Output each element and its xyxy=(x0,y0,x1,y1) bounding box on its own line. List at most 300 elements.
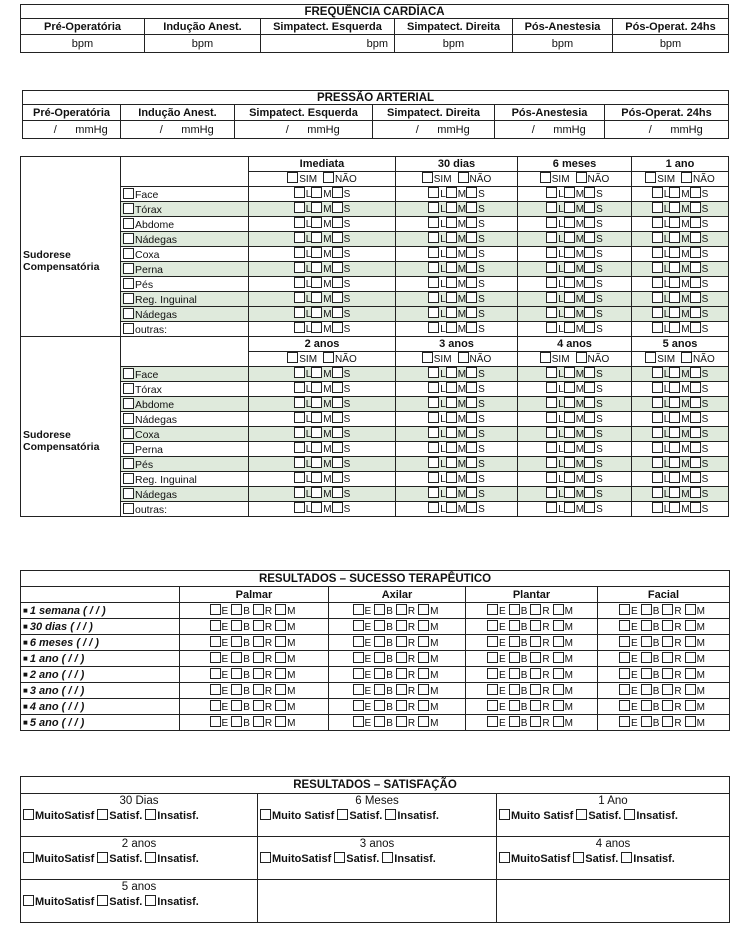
grade-checkbox[interactable] xyxy=(396,684,407,695)
satisfaction-checkbox[interactable] xyxy=(382,852,393,863)
yes-checkbox[interactable] xyxy=(540,352,551,363)
region-checkbox[interactable] xyxy=(123,443,134,454)
grade-checkbox[interactable] xyxy=(685,636,696,647)
severity-checkbox[interactable] xyxy=(428,472,439,483)
grade-checkbox[interactable] xyxy=(662,636,673,647)
region-checkbox[interactable] xyxy=(123,368,134,379)
grade-checkbox[interactable] xyxy=(418,716,429,727)
severity-checkbox[interactable] xyxy=(564,307,575,318)
grade-checkbox[interactable] xyxy=(231,620,242,631)
severity-checkbox[interactable] xyxy=(466,202,477,213)
severity-checkbox[interactable] xyxy=(546,307,557,318)
severity-checkbox[interactable] xyxy=(652,232,663,243)
no-checkbox[interactable] xyxy=(323,172,334,183)
severity-checkbox[interactable] xyxy=(294,382,305,393)
severity-checkbox[interactable] xyxy=(446,292,457,303)
grade-checkbox[interactable] xyxy=(418,604,429,615)
grade-checkbox[interactable] xyxy=(619,700,630,711)
grade-checkbox[interactable] xyxy=(662,700,673,711)
severity-checkbox[interactable] xyxy=(466,442,477,453)
grade-checkbox[interactable] xyxy=(487,620,498,631)
severity-checkbox[interactable] xyxy=(446,382,457,393)
severity-checkbox[interactable] xyxy=(690,367,701,378)
severity-checkbox[interactable] xyxy=(652,502,663,513)
region-checkbox[interactable] xyxy=(123,263,134,274)
mmhg-field[interactable] xyxy=(23,121,121,139)
severity-checkbox[interactable] xyxy=(584,457,595,468)
severity-checkbox[interactable] xyxy=(446,472,457,483)
severity-checkbox[interactable] xyxy=(311,307,322,318)
severity-checkbox[interactable] xyxy=(294,277,305,288)
severity-checkbox[interactable] xyxy=(332,502,343,513)
grade-checkbox[interactable] xyxy=(553,652,564,663)
severity-checkbox[interactable] xyxy=(294,292,305,303)
region-checkbox[interactable] xyxy=(123,428,134,439)
severity-checkbox[interactable] xyxy=(311,292,322,303)
severity-checkbox[interactable] xyxy=(332,397,343,408)
severity-checkbox[interactable] xyxy=(669,247,680,258)
grade-checkbox[interactable] xyxy=(509,700,520,711)
severity-checkbox[interactable] xyxy=(294,502,305,513)
severity-checkbox[interactable] xyxy=(652,382,663,393)
severity-checkbox[interactable] xyxy=(690,202,701,213)
satisfaction-checkbox[interactable] xyxy=(385,809,396,820)
region-checkbox[interactable] xyxy=(123,503,134,514)
severity-checkbox[interactable] xyxy=(584,442,595,453)
severity-checkbox[interactable] xyxy=(332,427,343,438)
no-checkbox[interactable] xyxy=(681,172,692,183)
severity-checkbox[interactable] xyxy=(546,457,557,468)
severity-checkbox[interactable] xyxy=(669,457,680,468)
grade-checkbox[interactable] xyxy=(253,700,264,711)
grade-checkbox[interactable] xyxy=(509,668,520,679)
severity-checkbox[interactable] xyxy=(564,217,575,228)
severity-checkbox[interactable] xyxy=(332,457,343,468)
severity-checkbox[interactable] xyxy=(546,442,557,453)
grade-checkbox[interactable] xyxy=(231,700,242,711)
grade-checkbox[interactable] xyxy=(253,668,264,679)
severity-checkbox[interactable] xyxy=(546,232,557,243)
satisfaction-checkbox[interactable] xyxy=(23,895,34,906)
severity-checkbox[interactable] xyxy=(564,232,575,243)
severity-checkbox[interactable] xyxy=(652,262,663,273)
severity-checkbox[interactable] xyxy=(294,472,305,483)
grade-checkbox[interactable] xyxy=(530,636,541,647)
severity-checkbox[interactable] xyxy=(428,367,439,378)
mmhg-field[interactable] xyxy=(121,121,235,139)
no-checkbox[interactable] xyxy=(323,352,334,363)
severity-checkbox[interactable] xyxy=(584,307,595,318)
severity-checkbox[interactable] xyxy=(546,262,557,273)
region-checkbox[interactable] xyxy=(123,323,134,334)
severity-checkbox[interactable] xyxy=(466,367,477,378)
grade-checkbox[interactable] xyxy=(530,604,541,615)
severity-checkbox[interactable] xyxy=(564,427,575,438)
severity-checkbox[interactable] xyxy=(652,307,663,318)
severity-checkbox[interactable] xyxy=(669,472,680,483)
satisfaction-checkbox[interactable] xyxy=(97,895,108,906)
severity-checkbox[interactable] xyxy=(466,322,477,333)
grade-checkbox[interactable] xyxy=(619,604,630,615)
severity-checkbox[interactable] xyxy=(564,442,575,453)
no-checkbox[interactable] xyxy=(576,352,587,363)
region-checkbox[interactable] xyxy=(123,458,134,469)
severity-checkbox[interactable] xyxy=(652,217,663,228)
severity-checkbox[interactable] xyxy=(690,217,701,228)
severity-checkbox[interactable] xyxy=(652,472,663,483)
severity-checkbox[interactable] xyxy=(466,472,477,483)
severity-checkbox[interactable] xyxy=(546,412,557,423)
severity-checkbox[interactable] xyxy=(446,457,457,468)
severity-checkbox[interactable] xyxy=(690,292,701,303)
grade-checkbox[interactable] xyxy=(509,604,520,615)
severity-checkbox[interactable] xyxy=(669,412,680,423)
grade-checkbox[interactable] xyxy=(662,668,673,679)
severity-checkbox[interactable] xyxy=(669,367,680,378)
severity-checkbox[interactable] xyxy=(332,307,343,318)
bpm-field[interactable] xyxy=(145,35,261,53)
severity-checkbox[interactable] xyxy=(669,217,680,228)
severity-checkbox[interactable] xyxy=(669,427,680,438)
severity-checkbox[interactable] xyxy=(446,277,457,288)
grade-checkbox[interactable] xyxy=(353,636,364,647)
severity-checkbox[interactable] xyxy=(669,262,680,273)
grade-checkbox[interactable] xyxy=(210,652,221,663)
severity-checkbox[interactable] xyxy=(584,382,595,393)
severity-checkbox[interactable] xyxy=(652,187,663,198)
severity-checkbox[interactable] xyxy=(584,322,595,333)
satisfaction-checkbox[interactable] xyxy=(621,852,632,863)
severity-checkbox[interactable] xyxy=(311,262,322,273)
grade-checkbox[interactable] xyxy=(530,652,541,663)
grade-checkbox[interactable] xyxy=(253,636,264,647)
grade-checkbox[interactable] xyxy=(374,684,385,695)
severity-checkbox[interactable] xyxy=(546,487,557,498)
grade-checkbox[interactable] xyxy=(619,716,630,727)
grade-checkbox[interactable] xyxy=(275,604,286,615)
severity-checkbox[interactable] xyxy=(690,187,701,198)
region-checkbox[interactable] xyxy=(123,188,134,199)
severity-checkbox[interactable] xyxy=(669,232,680,243)
severity-checkbox[interactable] xyxy=(428,412,439,423)
severity-checkbox[interactable] xyxy=(546,187,557,198)
severity-checkbox[interactable] xyxy=(332,487,343,498)
severity-checkbox[interactable] xyxy=(294,217,305,228)
severity-checkbox[interactable] xyxy=(564,187,575,198)
grade-checkbox[interactable] xyxy=(509,620,520,631)
yes-checkbox[interactable] xyxy=(287,172,298,183)
severity-checkbox[interactable] xyxy=(294,487,305,498)
severity-checkbox[interactable] xyxy=(564,397,575,408)
yes-checkbox[interactable] xyxy=(645,352,656,363)
satisfaction-checkbox[interactable] xyxy=(145,895,156,906)
satisfaction-checkbox[interactable] xyxy=(23,809,34,820)
severity-checkbox[interactable] xyxy=(584,397,595,408)
severity-checkbox[interactable] xyxy=(311,367,322,378)
grade-checkbox[interactable] xyxy=(418,652,429,663)
grade-checkbox[interactable] xyxy=(487,668,498,679)
grade-checkbox[interactable] xyxy=(509,684,520,695)
grade-checkbox[interactable] xyxy=(231,636,242,647)
grade-checkbox[interactable] xyxy=(619,668,630,679)
grade-checkbox[interactable] xyxy=(275,716,286,727)
severity-checkbox[interactable] xyxy=(428,292,439,303)
severity-checkbox[interactable] xyxy=(466,412,477,423)
severity-checkbox[interactable] xyxy=(652,247,663,258)
severity-checkbox[interactable] xyxy=(428,277,439,288)
severity-checkbox[interactable] xyxy=(584,292,595,303)
severity-checkbox[interactable] xyxy=(466,307,477,318)
severity-checkbox[interactable] xyxy=(446,232,457,243)
satisfaction-checkbox[interactable] xyxy=(260,809,271,820)
severity-checkbox[interactable] xyxy=(311,442,322,453)
grade-checkbox[interactable] xyxy=(231,684,242,695)
severity-checkbox[interactable] xyxy=(584,412,595,423)
severity-checkbox[interactable] xyxy=(446,187,457,198)
grade-checkbox[interactable] xyxy=(374,604,385,615)
severity-checkbox[interactable] xyxy=(652,427,663,438)
grade-checkbox[interactable] xyxy=(641,684,652,695)
severity-checkbox[interactable] xyxy=(446,247,457,258)
severity-checkbox[interactable] xyxy=(669,292,680,303)
severity-checkbox[interactable] xyxy=(332,292,343,303)
severity-checkbox[interactable] xyxy=(669,382,680,393)
grade-checkbox[interactable] xyxy=(641,700,652,711)
severity-checkbox[interactable] xyxy=(669,187,680,198)
severity-checkbox[interactable] xyxy=(690,322,701,333)
grade-checkbox[interactable] xyxy=(553,636,564,647)
severity-checkbox[interactable] xyxy=(584,187,595,198)
grade-checkbox[interactable] xyxy=(374,668,385,679)
grade-checkbox[interactable] xyxy=(685,668,696,679)
grade-checkbox[interactable] xyxy=(553,700,564,711)
severity-checkbox[interactable] xyxy=(690,427,701,438)
severity-checkbox[interactable] xyxy=(690,457,701,468)
grade-checkbox[interactable] xyxy=(231,668,242,679)
satisfaction-checkbox[interactable] xyxy=(624,809,635,820)
severity-checkbox[interactable] xyxy=(584,277,595,288)
grade-checkbox[interactable] xyxy=(530,684,541,695)
satisfaction-checkbox[interactable] xyxy=(23,852,34,863)
severity-checkbox[interactable] xyxy=(546,277,557,288)
severity-checkbox[interactable] xyxy=(669,277,680,288)
region-checkbox[interactable] xyxy=(123,248,134,259)
severity-checkbox[interactable] xyxy=(446,262,457,273)
severity-checkbox[interactable] xyxy=(584,202,595,213)
satisfaction-checkbox[interactable] xyxy=(145,852,156,863)
grade-checkbox[interactable] xyxy=(619,620,630,631)
grade-checkbox[interactable] xyxy=(210,636,221,647)
severity-checkbox[interactable] xyxy=(294,262,305,273)
severity-checkbox[interactable] xyxy=(466,382,477,393)
severity-checkbox[interactable] xyxy=(564,202,575,213)
severity-checkbox[interactable] xyxy=(564,472,575,483)
severity-checkbox[interactable] xyxy=(446,427,457,438)
mmhg-field[interactable] xyxy=(373,121,495,139)
severity-checkbox[interactable] xyxy=(546,202,557,213)
severity-checkbox[interactable] xyxy=(311,232,322,243)
grade-checkbox[interactable] xyxy=(418,636,429,647)
grade-checkbox[interactable] xyxy=(396,652,407,663)
severity-checkbox[interactable] xyxy=(466,502,477,513)
grade-checkbox[interactable] xyxy=(396,716,407,727)
severity-checkbox[interactable] xyxy=(546,472,557,483)
severity-checkbox[interactable] xyxy=(332,277,343,288)
severity-checkbox[interactable] xyxy=(332,442,343,453)
severity-checkbox[interactable] xyxy=(332,322,343,333)
grade-checkbox[interactable] xyxy=(530,700,541,711)
grade-checkbox[interactable] xyxy=(553,620,564,631)
severity-checkbox[interactable] xyxy=(332,262,343,273)
severity-checkbox[interactable] xyxy=(311,427,322,438)
severity-checkbox[interactable] xyxy=(564,262,575,273)
severity-checkbox[interactable] xyxy=(428,457,439,468)
grade-checkbox[interactable] xyxy=(662,604,673,615)
severity-checkbox[interactable] xyxy=(652,322,663,333)
grade-checkbox[interactable] xyxy=(641,668,652,679)
grade-checkbox[interactable] xyxy=(685,604,696,615)
severity-checkbox[interactable] xyxy=(690,277,701,288)
satisfaction-checkbox[interactable] xyxy=(334,852,345,863)
severity-checkbox[interactable] xyxy=(446,487,457,498)
severity-checkbox[interactable] xyxy=(446,322,457,333)
severity-checkbox[interactable] xyxy=(690,502,701,513)
grade-checkbox[interactable] xyxy=(210,700,221,711)
severity-checkbox[interactable] xyxy=(466,457,477,468)
grade-checkbox[interactable] xyxy=(662,620,673,631)
grade-checkbox[interactable] xyxy=(685,700,696,711)
grade-checkbox[interactable] xyxy=(231,716,242,727)
grade-checkbox[interactable] xyxy=(641,652,652,663)
severity-checkbox[interactable] xyxy=(564,412,575,423)
severity-checkbox[interactable] xyxy=(690,442,701,453)
grade-checkbox[interactable] xyxy=(231,652,242,663)
region-checkbox[interactable] xyxy=(123,308,134,319)
mmhg-field[interactable] xyxy=(235,121,373,139)
severity-checkbox[interactable] xyxy=(546,217,557,228)
severity-checkbox[interactable] xyxy=(446,502,457,513)
severity-checkbox[interactable] xyxy=(428,217,439,228)
severity-checkbox[interactable] xyxy=(428,202,439,213)
region-checkbox[interactable] xyxy=(123,293,134,304)
severity-checkbox[interactable] xyxy=(564,382,575,393)
grade-checkbox[interactable] xyxy=(353,700,364,711)
bpm-field[interactable] xyxy=(613,35,729,53)
severity-checkbox[interactable] xyxy=(311,502,322,513)
severity-checkbox[interactable] xyxy=(311,322,322,333)
grade-checkbox[interactable] xyxy=(353,716,364,727)
grade-checkbox[interactable] xyxy=(353,620,364,631)
bpm-field[interactable] xyxy=(395,35,513,53)
severity-checkbox[interactable] xyxy=(546,397,557,408)
satisfaction-checkbox[interactable] xyxy=(97,809,108,820)
severity-checkbox[interactable] xyxy=(332,412,343,423)
grade-checkbox[interactable] xyxy=(253,620,264,631)
grade-checkbox[interactable] xyxy=(210,716,221,727)
severity-checkbox[interactable] xyxy=(546,382,557,393)
severity-checkbox[interactable] xyxy=(311,457,322,468)
bpm-field[interactable] xyxy=(513,35,613,53)
severity-checkbox[interactable] xyxy=(332,367,343,378)
grade-checkbox[interactable] xyxy=(275,668,286,679)
bpm-field[interactable] xyxy=(261,35,395,53)
grade-checkbox[interactable] xyxy=(253,604,264,615)
grade-checkbox[interactable] xyxy=(374,700,385,711)
severity-checkbox[interactable] xyxy=(332,472,343,483)
grade-checkbox[interactable] xyxy=(275,636,286,647)
severity-checkbox[interactable] xyxy=(311,187,322,198)
grade-checkbox[interactable] xyxy=(210,684,221,695)
no-checkbox[interactable] xyxy=(458,172,469,183)
grade-checkbox[interactable] xyxy=(374,620,385,631)
grade-checkbox[interactable] xyxy=(275,652,286,663)
severity-checkbox[interactable] xyxy=(584,487,595,498)
severity-checkbox[interactable] xyxy=(466,427,477,438)
region-checkbox[interactable] xyxy=(123,203,134,214)
grade-checkbox[interactable] xyxy=(396,620,407,631)
satisfaction-checkbox[interactable] xyxy=(97,852,108,863)
grade-checkbox[interactable] xyxy=(210,668,221,679)
severity-checkbox[interactable] xyxy=(446,412,457,423)
severity-checkbox[interactable] xyxy=(546,247,557,258)
grade-checkbox[interactable] xyxy=(487,684,498,695)
severity-checkbox[interactable] xyxy=(428,262,439,273)
severity-checkbox[interactable] xyxy=(690,397,701,408)
severity-checkbox[interactable] xyxy=(294,367,305,378)
severity-checkbox[interactable] xyxy=(332,247,343,258)
grade-checkbox[interactable] xyxy=(685,684,696,695)
yes-checkbox[interactable] xyxy=(287,352,298,363)
grade-checkbox[interactable] xyxy=(553,668,564,679)
severity-checkbox[interactable] xyxy=(669,397,680,408)
severity-checkbox[interactable] xyxy=(564,367,575,378)
grade-checkbox[interactable] xyxy=(530,620,541,631)
yes-checkbox[interactable] xyxy=(422,172,433,183)
severity-checkbox[interactable] xyxy=(669,307,680,318)
severity-checkbox[interactable] xyxy=(564,247,575,258)
severity-checkbox[interactable] xyxy=(690,307,701,318)
severity-checkbox[interactable] xyxy=(332,232,343,243)
grade-checkbox[interactable] xyxy=(553,604,564,615)
grade-checkbox[interactable] xyxy=(641,716,652,727)
grade-checkbox[interactable] xyxy=(685,716,696,727)
severity-checkbox[interactable] xyxy=(669,442,680,453)
severity-checkbox[interactable] xyxy=(446,202,457,213)
severity-checkbox[interactable] xyxy=(466,217,477,228)
severity-checkbox[interactable] xyxy=(428,307,439,318)
severity-checkbox[interactable] xyxy=(466,277,477,288)
severity-checkbox[interactable] xyxy=(446,307,457,318)
grade-checkbox[interactable] xyxy=(353,684,364,695)
severity-checkbox[interactable] xyxy=(652,487,663,498)
severity-checkbox[interactable] xyxy=(546,292,557,303)
severity-checkbox[interactable] xyxy=(428,502,439,513)
grade-checkbox[interactable] xyxy=(396,668,407,679)
severity-checkbox[interactable] xyxy=(466,232,477,243)
satisfaction-checkbox[interactable] xyxy=(573,852,584,863)
severity-checkbox[interactable] xyxy=(311,472,322,483)
grade-checkbox[interactable] xyxy=(619,636,630,647)
severity-checkbox[interactable] xyxy=(428,427,439,438)
severity-checkbox[interactable] xyxy=(294,187,305,198)
severity-checkbox[interactable] xyxy=(428,232,439,243)
grade-checkbox[interactable] xyxy=(530,668,541,679)
severity-checkbox[interactable] xyxy=(690,232,701,243)
severity-checkbox[interactable] xyxy=(446,367,457,378)
severity-checkbox[interactable] xyxy=(428,487,439,498)
severity-checkbox[interactable] xyxy=(690,412,701,423)
severity-checkbox[interactable] xyxy=(669,202,680,213)
